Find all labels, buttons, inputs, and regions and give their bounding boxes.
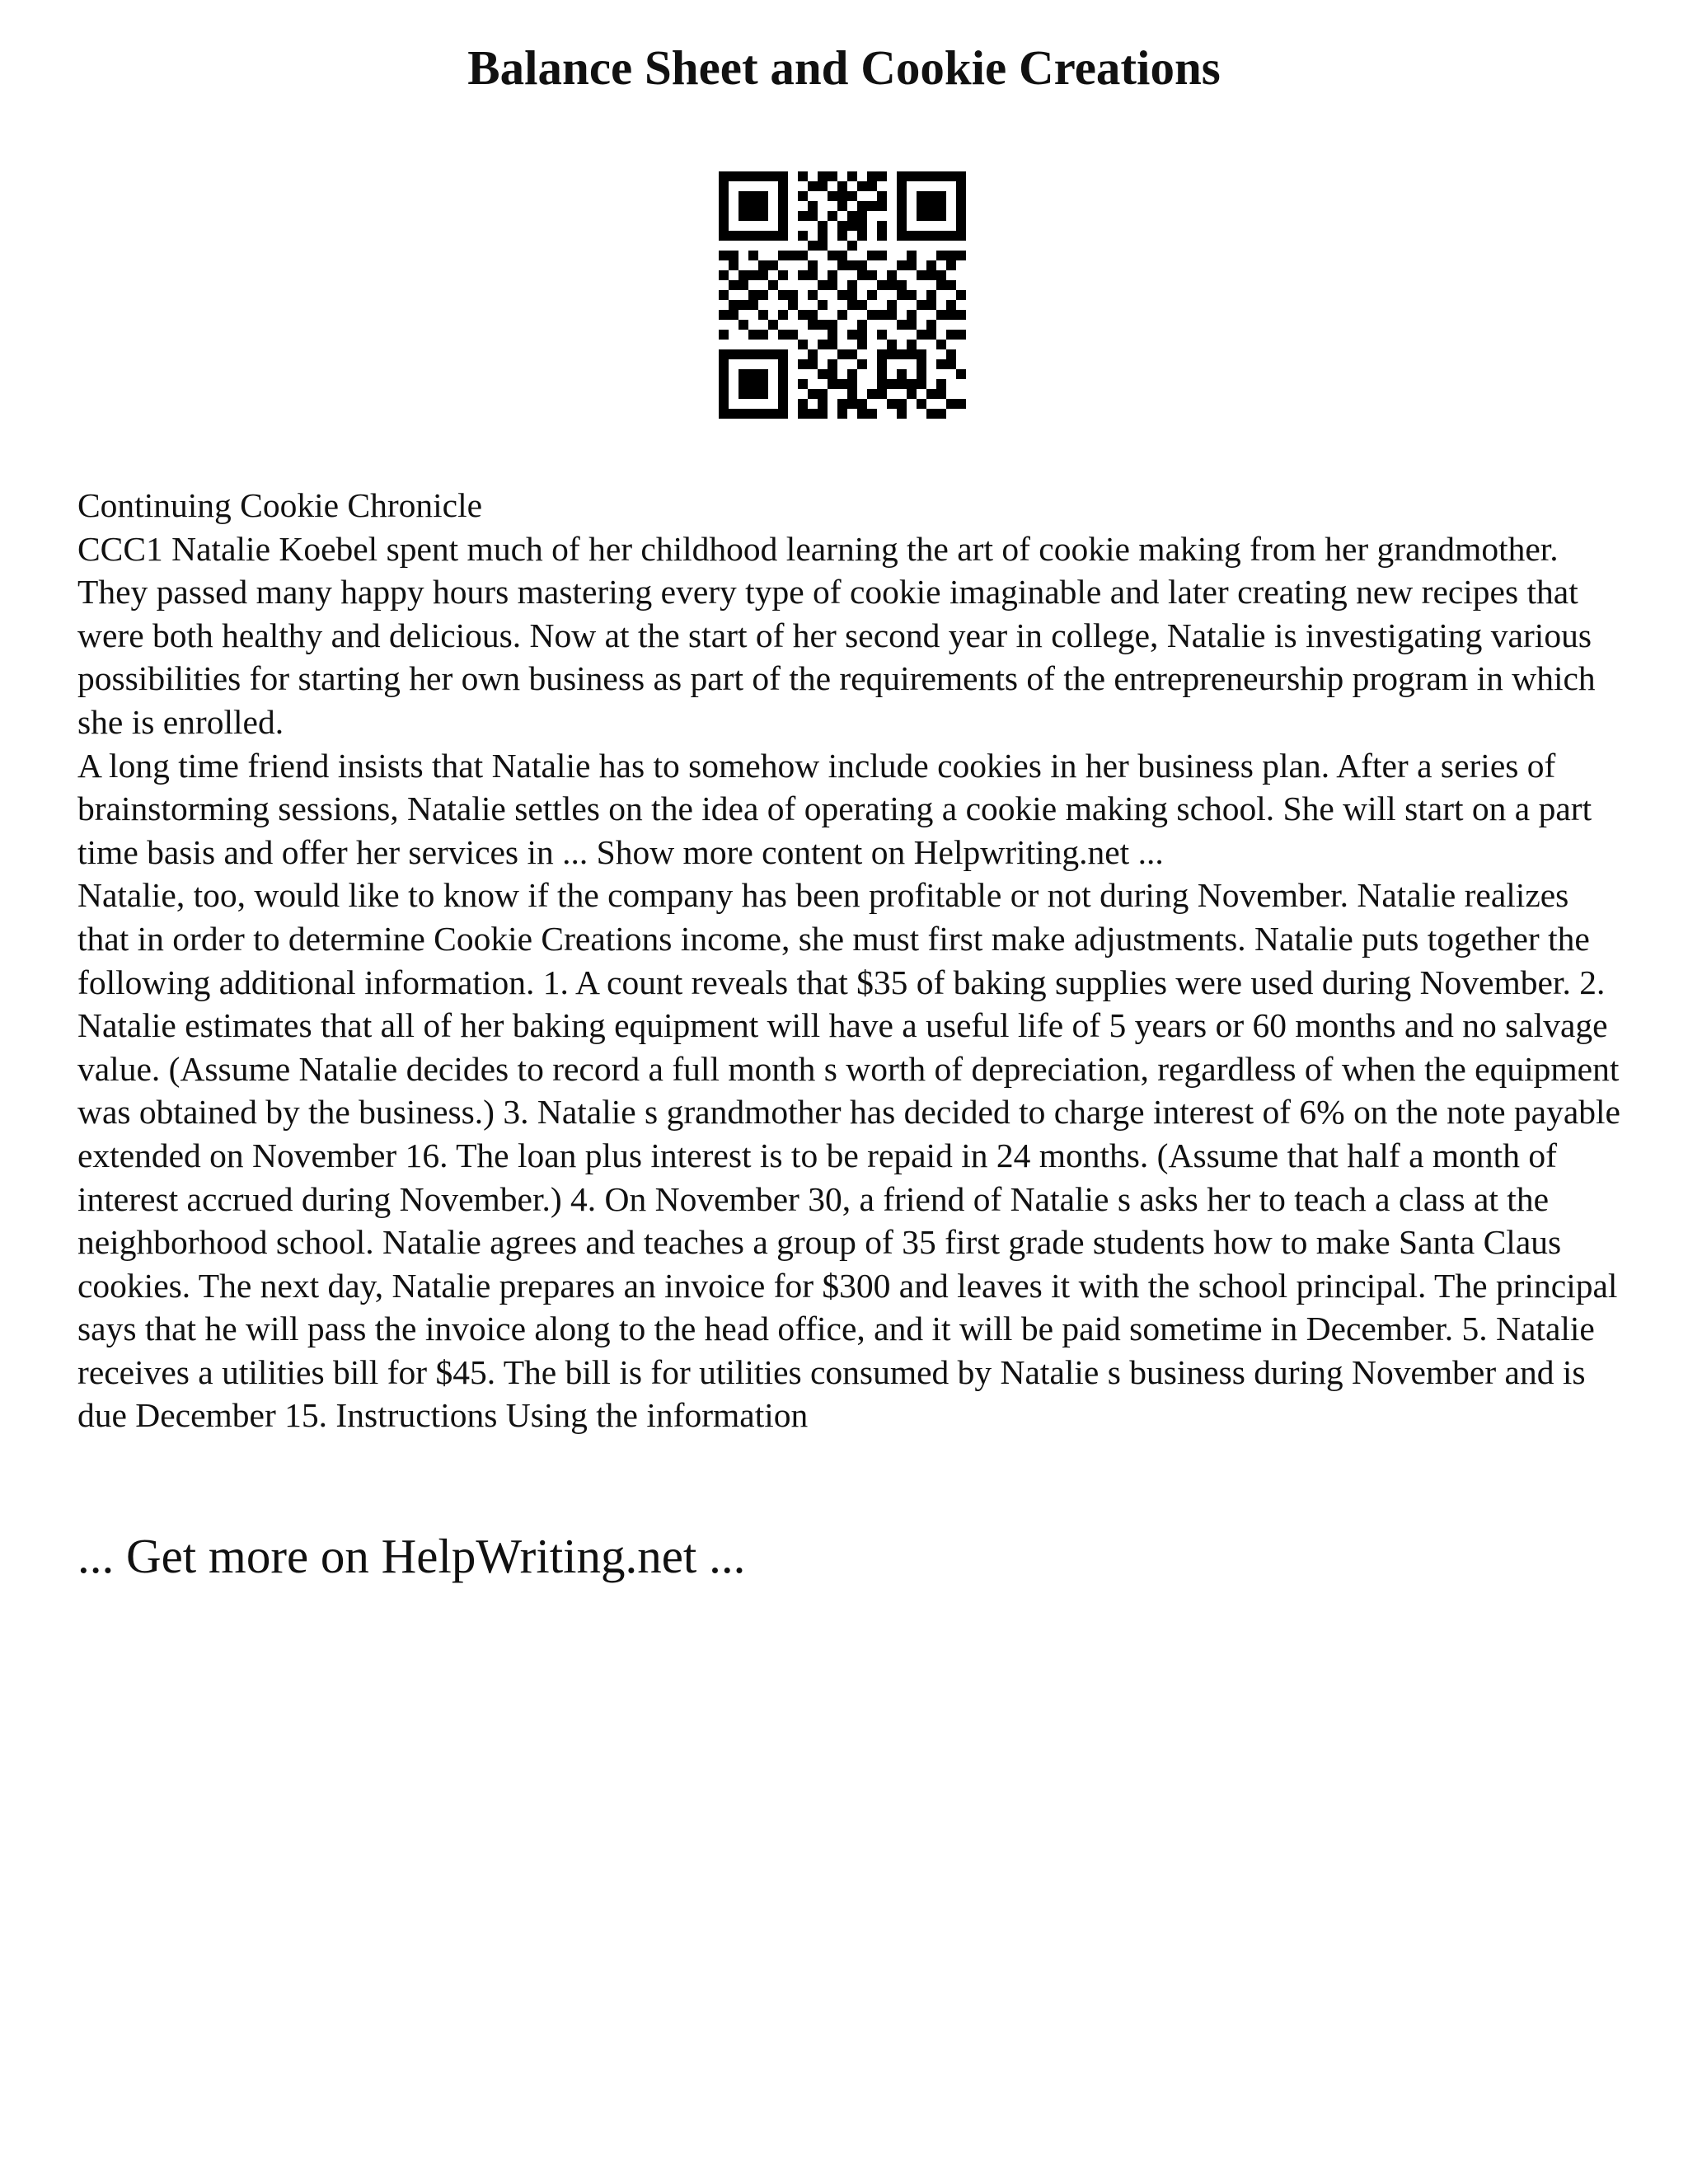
qr-code-icon <box>719 171 966 419</box>
section-heading: Continuing Cookie Chronicle <box>77 486 483 524</box>
paragraph-intro: CCC1 Natalie Koebel spent much of her childhood learning the art of cookie making from her grandmother. They passed many happy hours mastering every type of cookie imaginable and later creating new recipes that were both healthy and delicious. Now at the start of her second year in college, Natalie is investigating various possibilities for starting her own business as part of the requirements of the entrepreneurship program in which she is enrolled. <box>77 529 1596 741</box>
get-more-link[interactable]: ... Get more on HelpWriting.net ... <box>77 1529 746 1583</box>
page-title: Balance Sheet and Cookie Creations <box>467 40 1221 95</box>
article-body <box>77 484 1627 1437</box>
paragraph-adjustments: Natalie, too, would like to know if the company has been profitable or not during November. Natalie realizes that in order to determine Cookie Creations income, she must first make adjustments. Natalie puts together the following additional information. 1. A count reveals that $35 of baking supplies were used during November. 2. Natalie estimates that all of her baking equipment will have a useful life of 5 years or 60 months and no salvage value. (Assume Natalie decides to record a full month s worth of depreciation, regardless of when the equipment was obtained by the business.) 3. Natalie s grandmother has decided to charge interest of 6% on the note payable extended on November 16. The loan plus interest is to be repaid in 24 months. (Assume that half a month of interest accrued during November.) 4. On November 30, a friend of Natalie s asks her to teach a class at the neighborhood school. Natalie agrees and teaches a group of 35 first grade students how to make Santa Claus cookies. The next day, Natalie prepares an invoice for $300 and leaves it with the school principal. The principal says that he will pass the invoice along to the head office, and it will be paid sometime in December. 5. Natalie receives a utilities bill for $45. The bill is for utilities consumed by Natalie s business during November and is due December 15. Instructions Using the information <box>77 876 1620 1435</box>
paragraph-business-plan: A long time friend insists that Natalie has to somehow include cookies in her business plan. After a series of brainstorming sessions, Natalie settles on the idea of operating a cookie making school. She will start on a part time basis and offer her services in ... Show more content on Helpwriting.net ... <box>77 746 1592 871</box>
